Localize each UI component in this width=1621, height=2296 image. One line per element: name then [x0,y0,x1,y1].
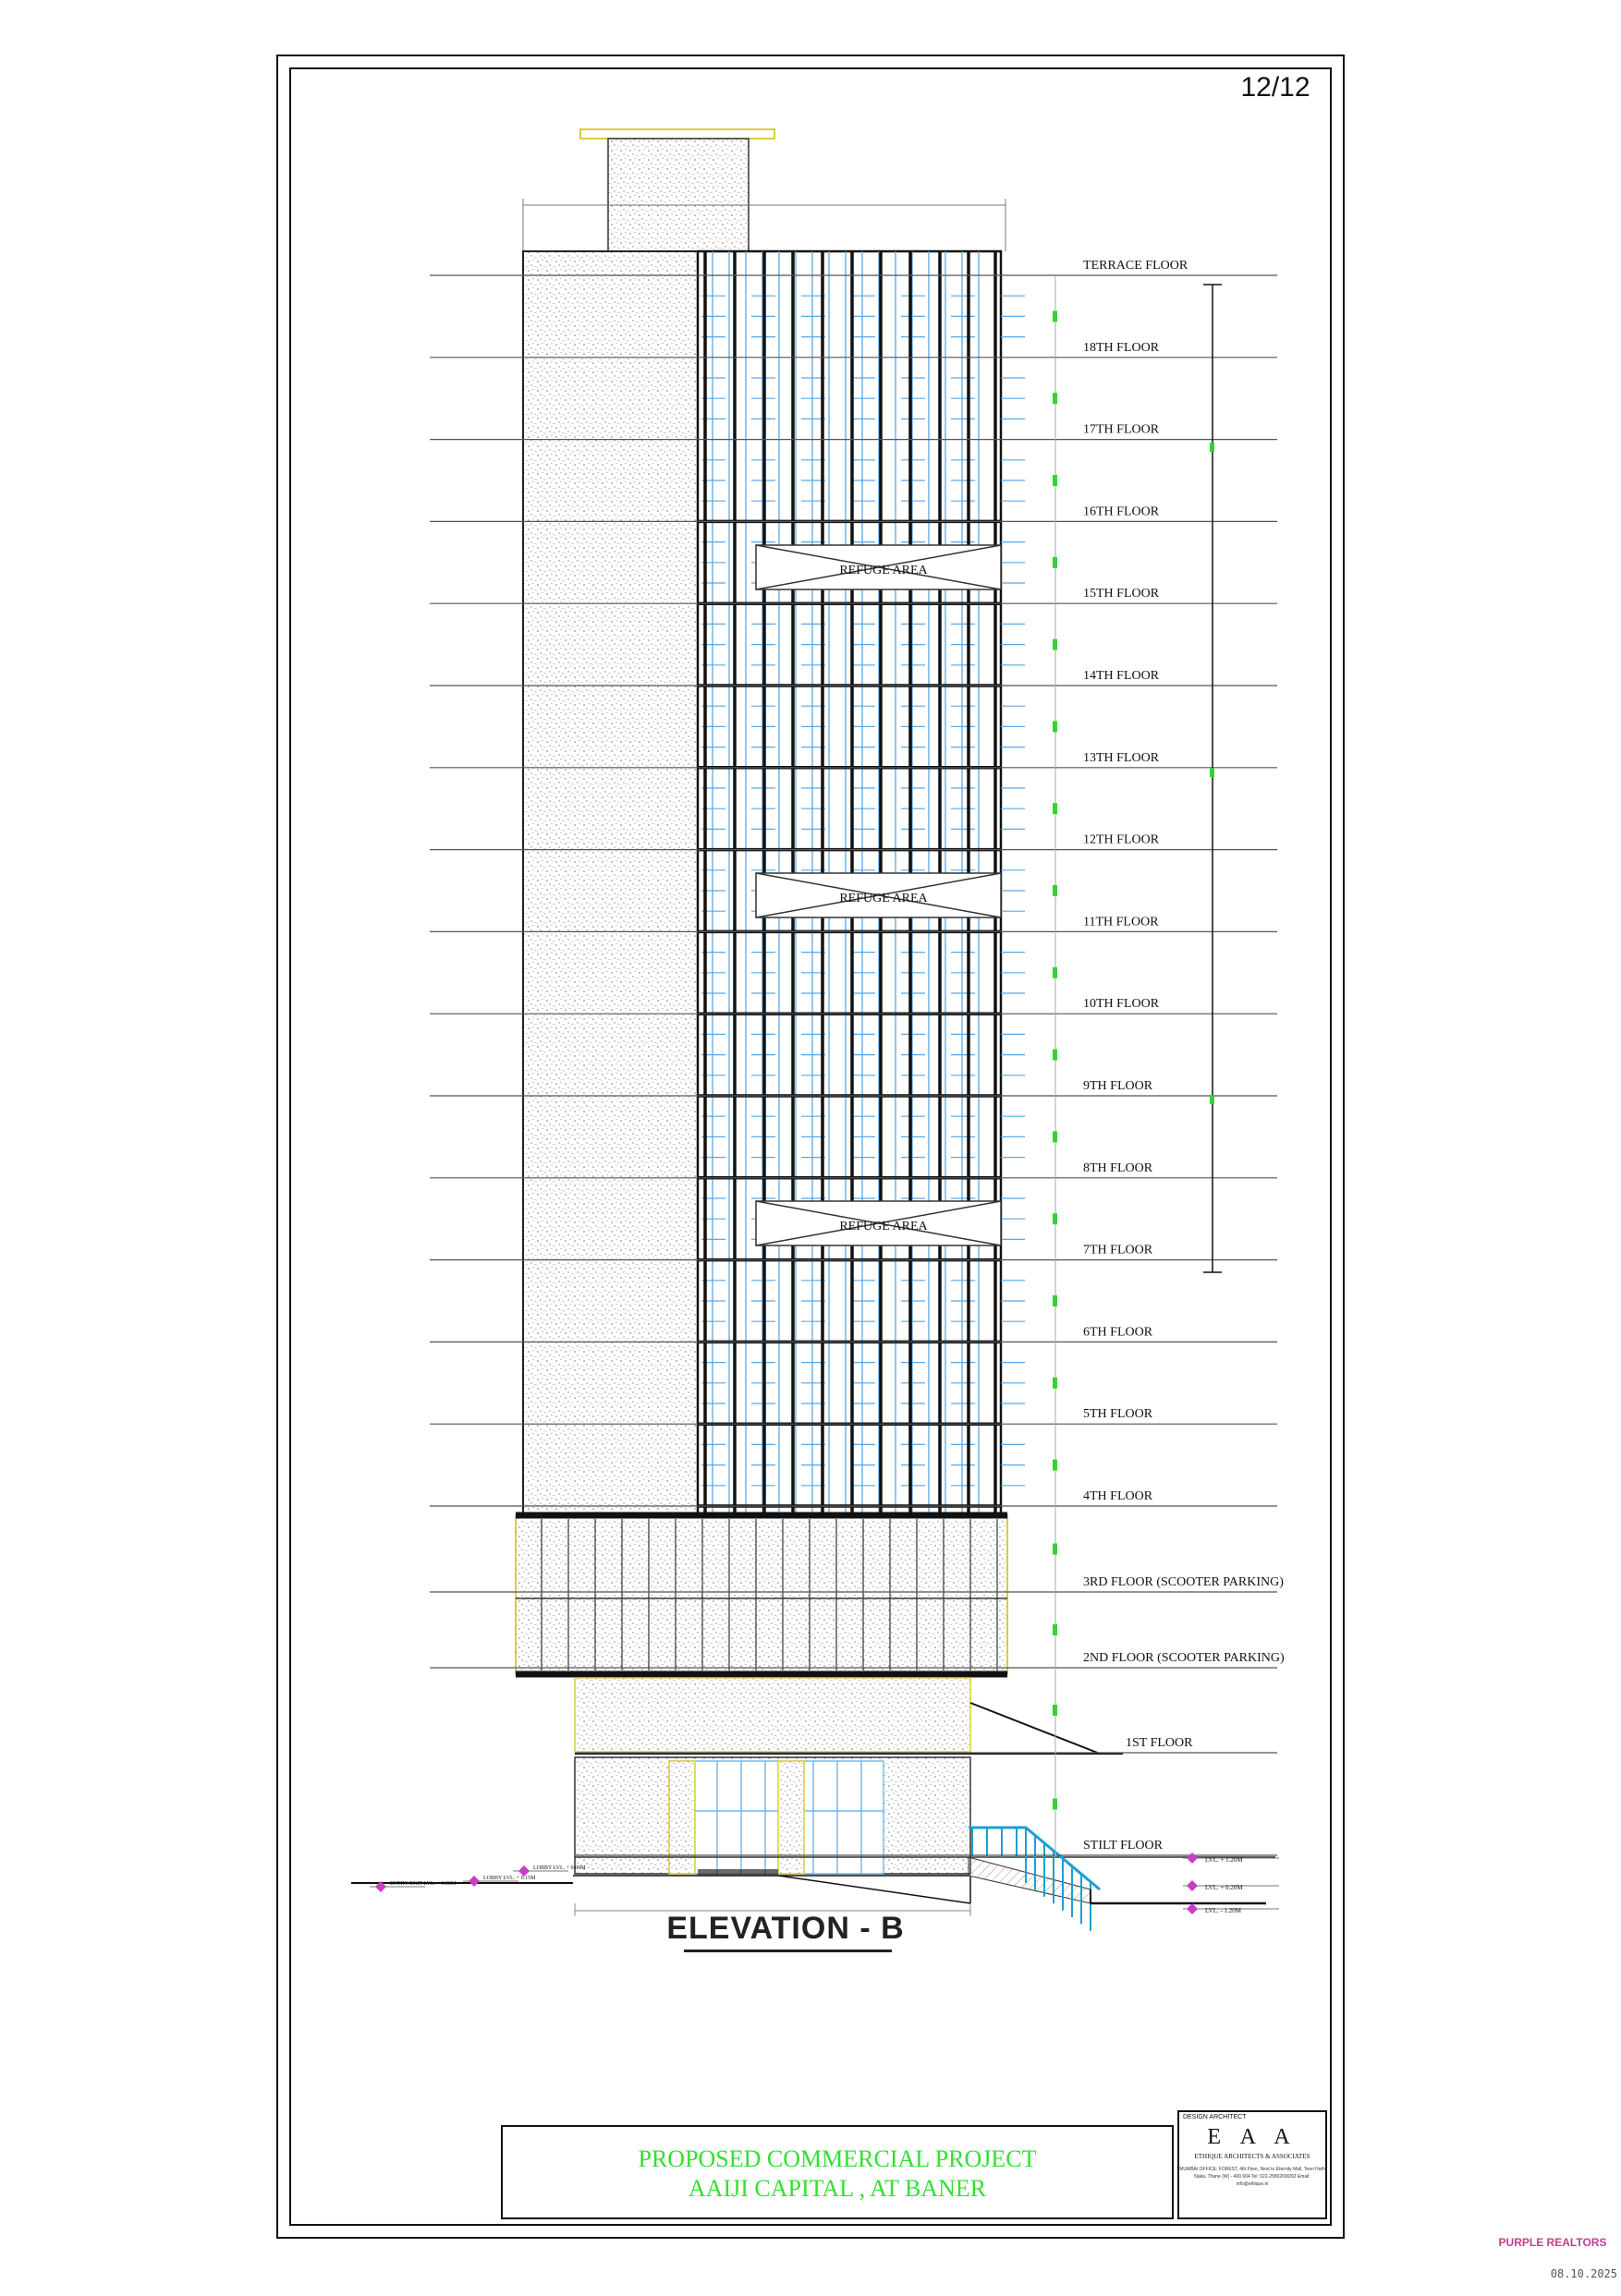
floor-label: 16TH FLOOR [1083,504,1160,519]
level-marker-label: LVL. + 1.20M [1205,1856,1243,1864]
dimension-mark [1053,475,1057,486]
project-title-line1: PROPOSED COMMERCIAL PROJECT [638,2145,1037,2172]
dimension-mark [1053,967,1057,978]
level-marker-label: LVL. + 0.20M [1205,1884,1243,1891]
dimension-mark [1053,803,1057,814]
podium-parking [516,1515,1007,1674]
first-floor-block [575,1678,970,1752]
dimension-mark [1210,443,1214,452]
level-marker-label: LOBBY LVL. + 0.15M [483,1876,536,1881]
refuge-area-label: REFUGE AREA [839,1220,928,1233]
floor-label: 5TH FLOOR [1083,1407,1153,1422]
floor-label: 12TH FLOOR [1083,832,1160,847]
floor-label: 9TH FLOOR [1083,1079,1153,1093]
dimension-mark [1053,1799,1057,1810]
dimension-mark [1053,885,1057,896]
level-marker-label: ENTRY/EXIT LVL. + 0.00M [390,1881,457,1887]
dimension-mark [1053,639,1057,650]
dimension-mark [1210,1095,1214,1104]
dimension-mark [1053,1544,1057,1555]
machine-room [608,139,749,251]
dimension-mark [1053,557,1057,568]
machine-room-cap [580,129,774,139]
architect-name: ETHIQUE ARCHITECTS & ASSOCIATES [1194,2153,1310,2160]
canopy-edge [970,1703,1100,1754]
dimension-mark [1053,1705,1057,1716]
floor-label: TERRACE FLOOR [1083,259,1188,273]
sheet-number: 12/12 [1240,72,1310,103]
level-marker-left [463,1876,536,1887]
tower-solid-wall [523,251,698,1515]
dimension-mark [1053,393,1057,404]
dimension-mark [1053,1213,1057,1224]
print-date: 08.10.2025 [1550,2267,1617,2280]
ramp-line [778,1876,970,1903]
dimension-mark [1053,1295,1057,1306]
floor-label: 8TH FLOOR [1083,1160,1153,1175]
elevation-title: ELEVATION - B [666,1911,905,1946]
title-underline [684,1950,892,1952]
architect-label: DESIGN ARCHITECT [1183,2114,1247,2120]
floor-label: 3RD FLOOR (SCOOTER PARKING) [1083,1575,1284,1589]
dimension-mark [1053,721,1057,732]
level-marker-right [1183,1880,1279,1891]
dimension-mark [1053,1460,1057,1471]
floor-label: 13TH FLOOR [1083,750,1160,765]
project-title-block [501,2125,1174,2219]
floor-label: 18TH FLOOR [1083,340,1160,355]
floor-label: 10TH FLOOR [1083,997,1160,1012]
floor-label: 2ND FLOOR (SCOOTER PARKING) [1083,1651,1285,1665]
refuge-area-label: REFUGE AREA [839,892,928,905]
level-marker-right [1183,1853,1279,1864]
floor-label: 17TH FLOOR [1083,422,1160,437]
floor-label: 4TH FLOOR [1083,1489,1153,1503]
level-marker-label: LVL. - 1.20M [1205,1907,1242,1914]
floor-label: 14TH FLOOR [1083,669,1160,683]
refuge-area-label: REFUGE AREA [839,564,928,577]
dimension-mark [1053,1050,1057,1061]
level-marker-label: LOBBY LVL. + 0.00M [533,1865,586,1871]
architect-logo: E A A [1207,2125,1298,2149]
dimension-mark [1053,1624,1057,1635]
brand-logo: PURPLE REALTORS [1498,2236,1607,2249]
project-title-line2: AAIJI CAPITAL , AT BANER [688,2175,987,2202]
floor-label: 15TH FLOOR [1083,587,1160,601]
floor-label: STILT FLOOR [1083,1839,1163,1853]
dimension-mark [1053,1378,1057,1389]
architect-address: MUMBAI OFFICE: FOREST, 4th Floor, Next to Eternity Mall, Teen Hath Naka, Thane (W) - 400 604 Tel: 022-25802690/92 Email: info@ethique.in [1179,2167,1325,2187]
floor-label: 1ST FLOOR [1126,1736,1193,1750]
dimension-mark [1210,768,1214,777]
dimension-mark [1053,310,1057,322]
floor-label: 11TH FLOOR [1083,915,1159,929]
dimension-mark [1053,1131,1057,1142]
floor-label: 7TH FLOOR [1083,1243,1153,1257]
level-marker-right [1183,1903,1279,1914]
architect-block [1177,2110,1327,2219]
floor-label: 6TH FLOOR [1083,1325,1153,1340]
